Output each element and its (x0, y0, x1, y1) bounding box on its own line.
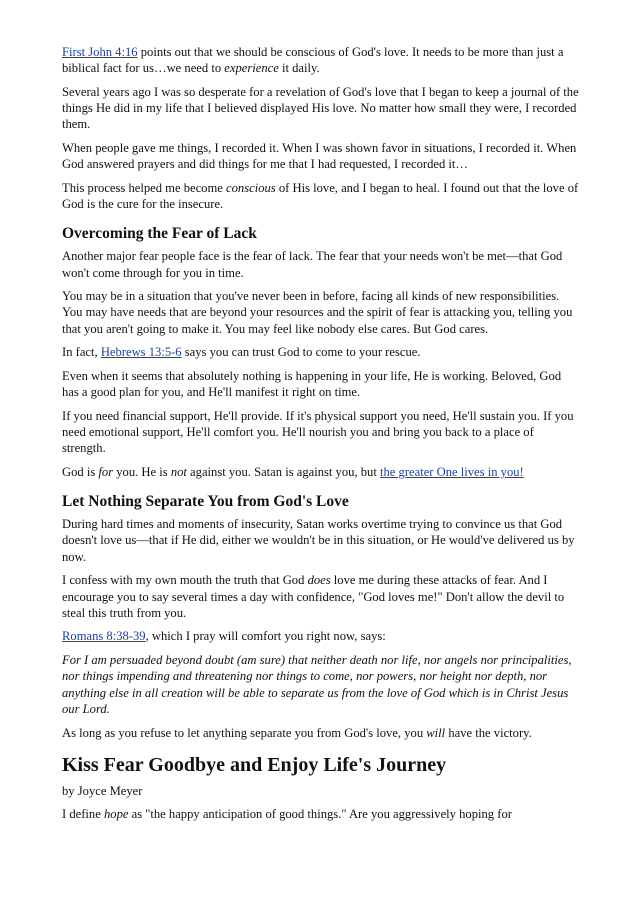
byline: by Joyce Meyer (62, 783, 143, 798)
paragraph: First John 4:16 points out that we should be conscious of God's love. It needs to be more than just a biblical fact for us…we need to experience it daily. (62, 45, 564, 76)
paragraph: You may be in a situation that you've never been in before, facing all kinds of new responsibilities. You may have needs that are beyond your resources and the spirit of fear is attacking you, telling you that you aren't going to make it. You may feel like nobody else cares. But God cares. (62, 289, 573, 336)
paragraph: In fact, Hebrews 13:5-6 says you can trust God to come to your rescue. (62, 345, 421, 360)
section-heading-nothing-separate: Let Nothing Separate You from God's Love (62, 493, 349, 511)
paragraph: When people gave me things, I recorded it. When I was shown favor in situations, I recorded it. When God answered prayers and did things for me that I had requested, I recorded it… (62, 141, 577, 172)
paragraph: During hard times and moments of insecurity, Satan works overtime trying to convince us that God doesn't love us—that if He did, either we wouldn't be in this situation, or He would've delivered us by now. (62, 517, 575, 564)
paragraph: Even when it seems that absolutely nothing is happening in your life, He is working. Beloved, God has a good plan for you, and He'll manifest it right on time. (62, 369, 562, 400)
scripture-quote: For I am persuaded beyond doubt (am sure) that neither death nor life, nor angels nor principalities, nor things impending and threatening nor things to come, nor powers, nor height nor depth, nor anything else in all creation will be able to separate us from the love of God which is in Christ Jesus our Lord. (62, 653, 572, 716)
paragraph: As long as you refuse to let anything separate you from God's love, you will have the victory. (62, 725, 532, 740)
scripture-link-first-john[interactable]: First John 4:16 (62, 45, 138, 59)
paragraph: If you need financial support, He'll provide. If it's physical support you need, He'll sustain you. If you need emotional support, He'll comfort you. He'll nourish you and bring you back to a place of strength. (62, 408, 574, 456)
paragraph: Another major fear people face is the fear of lack. The fear that your needs won't be met—that God won't come through for you in time. (62, 249, 563, 280)
paragraph: Romans 8:38-39, which I pray will comfort you right now, says: (62, 629, 386, 644)
paragraph: Several years ago I was so desperate for a revelation of God's love that I began to keep a journal of the things He did in my life that I believed displayed His love. No matter how small they were, I recorded them. (62, 84, 579, 132)
paragraph: This process helped me become conscious of His love, and I began to heal. I found out that the love of God is the cure for the insecure. (62, 180, 579, 212)
paragraph: God is for you. He is not against you. Satan is against you, but the greater One lives in you! (62, 465, 524, 480)
scripture-link-hebrews[interactable]: Hebrews 13:5-6 (100, 345, 182, 360)
section-heading-fear-of-lack: Overcoming the Fear of Lack (62, 225, 257, 243)
paragraph: I confess with my own mouth the truth that God does love me during these attacks of fear. And I encourage you to say several times a day with confidence, "God loves me!" Don't allow the devil to steal this truth from you. (62, 573, 565, 620)
article-title: Kiss Fear Goodbye and Enjoy Life's Journey (62, 753, 447, 776)
scripture-link-romans[interactable]: Romans 8:38-39 (62, 629, 146, 644)
paragraph: I define hope as "the happy anticipation of good things." Are you aggressively hoping for (62, 807, 512, 822)
greater-one-link[interactable]: the greater One lives in you! (380, 465, 524, 480)
